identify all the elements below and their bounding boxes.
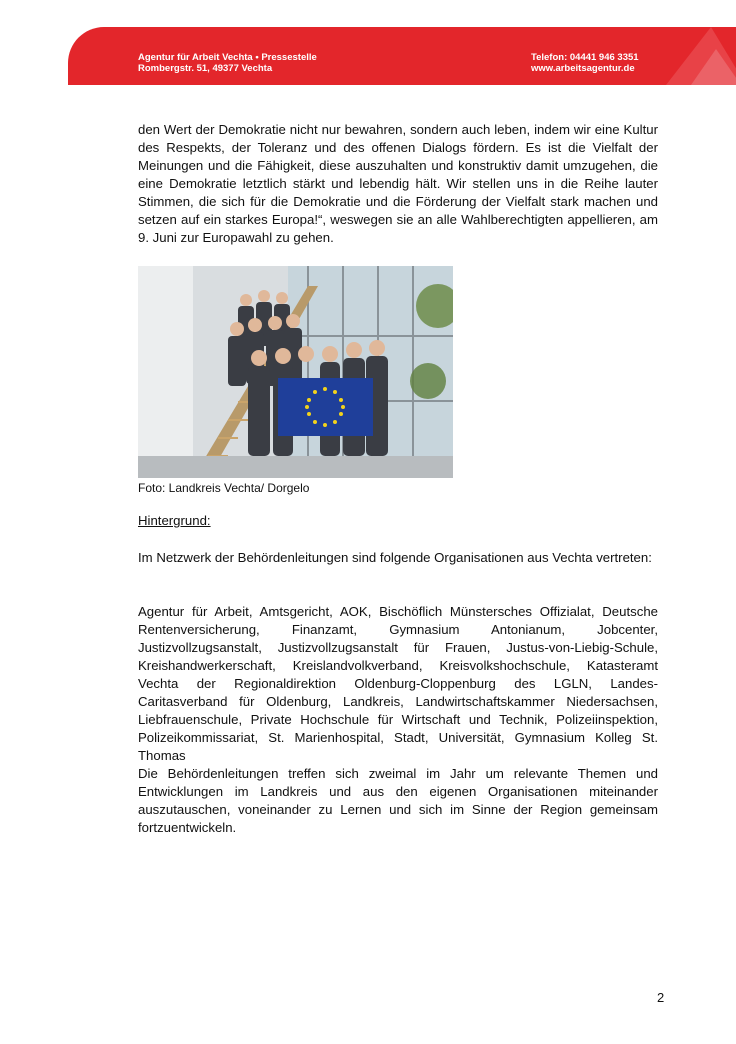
photo-caption: Foto: Landkreis Vechta/ Dorgelo (138, 481, 310, 495)
meetings-paragraph: Die Behördenleitungen treffen sich zweimal im Jahr um relevante Themen und Entwicklungen im Landkreis und aus den eigenen Organisationen miteinander auszutauschen, voneinander zu Lernen und sich im Sinne der Region gemeinsam fortzuentwickeln. (138, 766, 658, 835)
sender-website[interactable]: www.arbeitsagentur.de (531, 63, 635, 74)
background-heading: Hintergrund: (138, 513, 211, 528)
sender-contact (531, 52, 639, 74)
group-photo (138, 266, 453, 478)
sender-phone: Telefon: 04441 946 3351 (531, 52, 639, 63)
sender-street: Rombergstr. 51, 49377 Vechta (138, 63, 273, 74)
organizations-paragraph: Agentur für Arbeit, Amtsgericht, AOK, Bischöflich Münstersches Offizialat, Deutsche Rentenversicherung, Finanzamt, Gymnasium Antonianum, Jobcenter, Justizvollzugsanstalt, Justizvollzugsanstalt für Frauen, Justus-von-Liebig-Schule, Kreishandwerkerschaft, Kreislandvolkverband, Kreisvolkshochschule, Katasteramt Vechta der Regionaldirektion Oldenburg-Cloppenburg des LGLN, Landes-Caritasverband für Oldenburg, Landkreis, Landwirtschaftskammer Niedersachsen, Liebfrauenschule, Private Hochschule für Wirtschaft und Technik, Polizeiinspektion, Polizeikommissariat, St. Marienhospital, Stadt, Universität, Gymnasium Kolleg St. Thomas (138, 604, 658, 763)
letterhead-band (68, 27, 736, 85)
network-intro-paragraph: Im Netzwerk der Behördenleitungen sind folgende Organisationen aus Vechta vertreten: (138, 550, 652, 565)
sender-address (138, 52, 317, 74)
intro-paragraph: den Wert der Demokratie nicht nur bewahren, sondern auch leben, indem wir eine Kultur des Respekts, der Toleranz und des offenen Dialogs fördern. Es ist die Vielfalt der Meinungen und die Fähigkeit, diese auszuhalten und konstruktiv damit umzugehen, die eine Demokratie letztlich stärkt und lebendig hält. Wir stellen uns in die Reihe lauter Stimmen, die sich für die Demokratie und die Förderung der Vielfalt stark machen und setzen auf ein starkes Europa!“, weswegen sie an alle Wahlberechtigten appellieren, am 9. Juni zur Europawahl zu gehen. (138, 122, 658, 245)
sender-org: Agentur für Arbeit Vechta • Pressestelle (138, 52, 317, 63)
page-number: 2 (657, 990, 665, 1005)
logo-triangle-icon (656, 27, 736, 85)
